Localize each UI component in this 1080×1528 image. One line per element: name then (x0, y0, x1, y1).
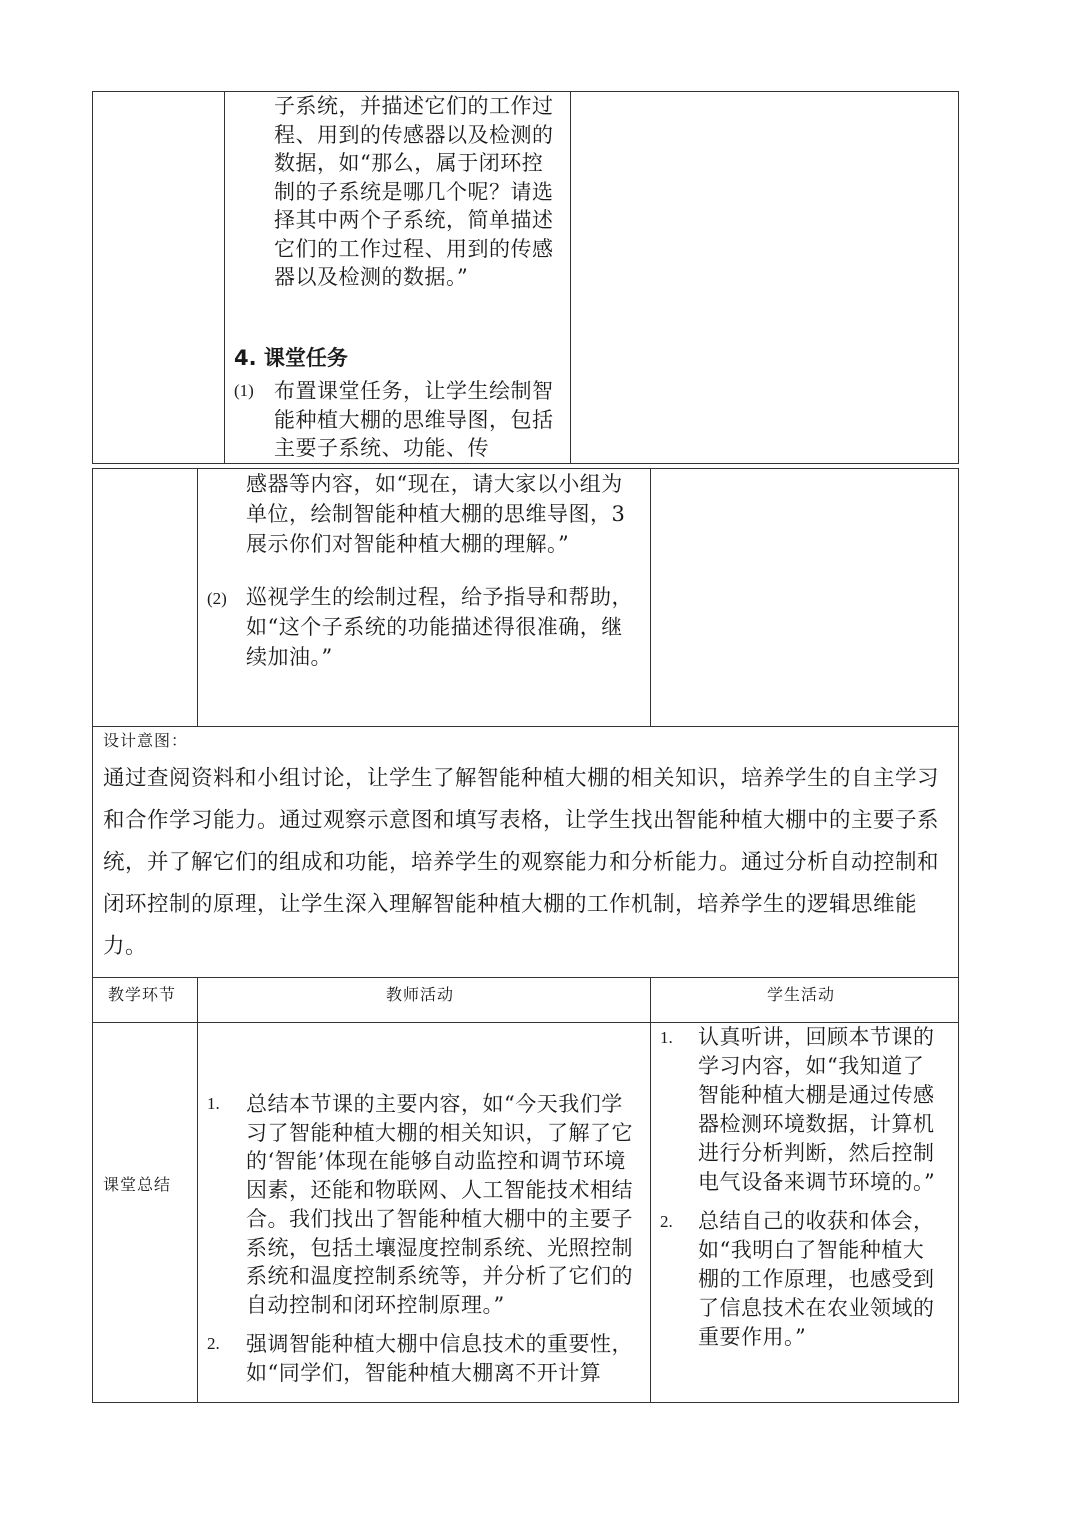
table-main-divider-row1-a (197, 468, 198, 726)
text-line: 棚的工作原理，也感受到 (698, 1267, 935, 1291)
text-line: 力。 (103, 934, 148, 959)
text-line: 和合作学习能力。通过观察示意图和填写表格，让学生找出智能种植大棚中的主要子系 (103, 808, 940, 833)
text-line: 总结自己的收获和体会， (698, 1209, 935, 1233)
text-line: 器检测环境数据，计算机 (698, 1112, 935, 1136)
text-line: 习了智能种植大棚的相关知识，了解了它 (246, 1120, 633, 1145)
text-line: 系统和温度控制系统等，并分析了它们的 (246, 1264, 633, 1289)
text-line: 电气设备来调节环境的。” (698, 1170, 936, 1194)
text-line: 主要子系统、功能、传 (274, 436, 489, 460)
text-line: 了信息技术在农业领域的 (698, 1296, 935, 1320)
table-main-divider-lower-b (650, 977, 651, 1403)
text-line: 系统，包括土壤湿度控制系统、光照控制 (246, 1235, 633, 1260)
text-line: 合。我们找出了智能种植大棚中的主要子 (246, 1206, 633, 1231)
table-upper-divider-1 (224, 91, 225, 464)
text-line: 单位，绘制智能种植大棚的思维导图，3 (246, 502, 626, 526)
table-upper-divider-2 (570, 91, 571, 464)
text-line: 学习内容，如“我知道了 (698, 1054, 925, 1078)
text-line: 如“这个子系统的功能描述得很准确，继 (246, 615, 623, 639)
text-line: 如“我明白了智能种植大 (698, 1238, 925, 1262)
student-item-number: 2. (660, 1212, 673, 1231)
text-line: 能种植大棚的思维导图，包括 (274, 407, 554, 432)
text-line: 进行分析判断，然后控制 (698, 1141, 935, 1165)
text-line: 智能种植大棚是通过传感 (698, 1083, 935, 1107)
header-teacher-activity: 教师活动 (386, 985, 455, 1004)
student-item-number: 1. (660, 1028, 673, 1047)
text-line: 因素，还能和物联网、人工智能技术相结 (246, 1178, 633, 1203)
text-line: 认真听讲，回顾本节课的 (698, 1025, 935, 1049)
text-line: 闭环控制的原理，让学生深入理解智能种植大棚的工作机制，培养学生的逻辑思维能 (103, 892, 918, 917)
text-line: 子系统，并描述它们的工作过 (274, 94, 554, 118)
text-line: 强调智能种植大棚中信息技术的重要性， (246, 1332, 633, 1356)
header-teaching-stage: 教学环节 (108, 985, 177, 1004)
text-line: 器以及检测的数据。” (274, 265, 469, 289)
table-main-rule-1 (92, 726, 959, 727)
text-line: 制的子系统是哪几个呢？请选 (274, 179, 554, 204)
text-line: 程、用到的传感器以及检测的 (274, 122, 554, 147)
text-line: 自动控制和闭环控制原理。” (246, 1292, 505, 1317)
header-student-activity: 学生活动 (767, 985, 836, 1004)
text-line: 重要作用。” (698, 1325, 807, 1349)
text-line: 通过查阅资料和小组讨论，让学生了解智能种植大棚的相关知识，培养学生的自主学习 (103, 766, 940, 791)
text-line: 续加油。” (246, 645, 333, 669)
text-line: 布置课堂任务，让学生绘制智 (274, 379, 554, 403)
text-line: 统，并了解它们的组成和功能，培养学生的观察能力和分析能力。通过分析自动控制和 (103, 850, 940, 875)
stage-label-summary: 课堂总结 (103, 1175, 172, 1194)
text-line: 展示你们对智能种植大棚的理解。” (246, 532, 570, 556)
teacher-item-number: 2. (207, 1334, 220, 1353)
teacher-item-number: 1. (207, 1094, 220, 1113)
text-line: 的‘智能’体现在能够自动监控和调节环境 (246, 1149, 626, 1174)
text-line: 它们的工作过程、用到的传感 (274, 236, 554, 261)
table-main-rule-2 (92, 977, 959, 978)
table-main-divider-row1-b (650, 468, 651, 726)
text-line: 如“同学们，智能种植大棚离不开计算 (246, 1361, 602, 1385)
section-heading: 4. 课堂任务 (234, 346, 348, 370)
text-line: 巡视学生的绘制过程，给予指导和帮助， (246, 585, 633, 609)
task-number: (1) (234, 381, 254, 400)
text-line: 数据，如“那么，属于闭环控 (274, 151, 544, 175)
text-line: 感器等内容，如“现在，请大家以小组为 (246, 472, 623, 496)
table-main-divider-lower-a (197, 977, 198, 1403)
task-number: (2) (207, 589, 227, 608)
text-line: 总结本节课的主要内容，如“今天我们学 (246, 1092, 623, 1116)
design-intent-label: 设计意图： (103, 731, 189, 750)
text-line: 择其中两个子系统，简单描述 (274, 208, 554, 232)
